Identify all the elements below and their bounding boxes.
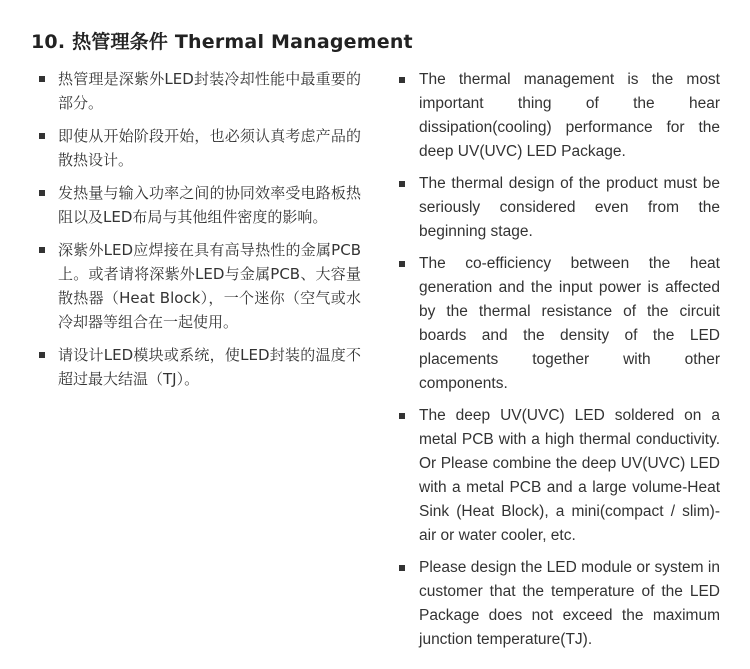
section-heading: 10. 热管理条件 Thermal Management: [31, 31, 413, 53]
bullet-icon: [39, 133, 45, 139]
list-item-text: 深紫外LED应焊接在具有高导热性的金属PCB上。或者请将深紫外LED与金属PCB、大容量散热器（Heat Block），一个迷你（空气或水冷却器等组合在一起使用。: [58, 241, 361, 331]
list-item: [398, 68, 720, 164]
bullet-icon: [399, 77, 405, 83]
list-item-text: Please design the LED module or system in customer that the temperature of the LED Package does not exceed the maximum junction temperature(TJ).: [419, 559, 720, 648]
bullet-icon: [399, 565, 405, 571]
bullet-icon: [399, 181, 405, 187]
list-item: [37, 343, 361, 391]
list-item-text: 发热量与输入功率之间的协同效率受电路板热阻以及LED布局与其他组件密度的影响。: [58, 184, 361, 226]
list-item: [398, 172, 720, 244]
list-item-text: The co-efficiency between the heat generation and the input power is affected by the thermal resistance of the circuit boards and the density of the LED placements together with other components.: [419, 255, 720, 392]
bullet-icon: [39, 76, 45, 82]
list-item-text: 请设计LED模块或系统，使LED封装的温度不超过最大结温（TJ）。: [58, 346, 361, 388]
bullet-icon: [399, 413, 405, 419]
list-item: [37, 67, 361, 115]
bullet-icon: [399, 261, 405, 267]
list-item-text: The deep UV(UVC) LED soldered on a metal PCB with a high thermal conductivity. Or Please combine the deep UV(UVC) LED with a metal PCB and a large volume-Heat Sink (Heat Block), a mini(compact / slim)-air or water cooler, etc.: [419, 407, 720, 544]
chinese-bullet-list: [37, 67, 361, 400]
list-item: [398, 252, 720, 396]
list-item-text: The thermal design of the product must be seriously considered even from the beginning stage.: [419, 175, 720, 240]
list-item: [37, 181, 361, 229]
list-item-text: The thermal management is the most important thing of the hear dissipation(cooling) performance for the deep UV(UVC) LED Package.: [419, 71, 720, 160]
list-item: [37, 238, 361, 334]
bullet-icon: [39, 247, 45, 253]
list-item-text: 即使从开始阶段开始，也必须认真考虑产品的散热设计。: [58, 127, 361, 169]
english-bullet-list: [398, 68, 720, 660]
bullet-icon: [39, 190, 45, 196]
list-item: [398, 404, 720, 548]
list-item: [37, 124, 361, 172]
bullet-icon: [39, 352, 45, 358]
list-item: [398, 556, 720, 652]
list-item-text: 热管理是深紫外LED封装冷却性能中最重要的部分。: [58, 70, 361, 112]
